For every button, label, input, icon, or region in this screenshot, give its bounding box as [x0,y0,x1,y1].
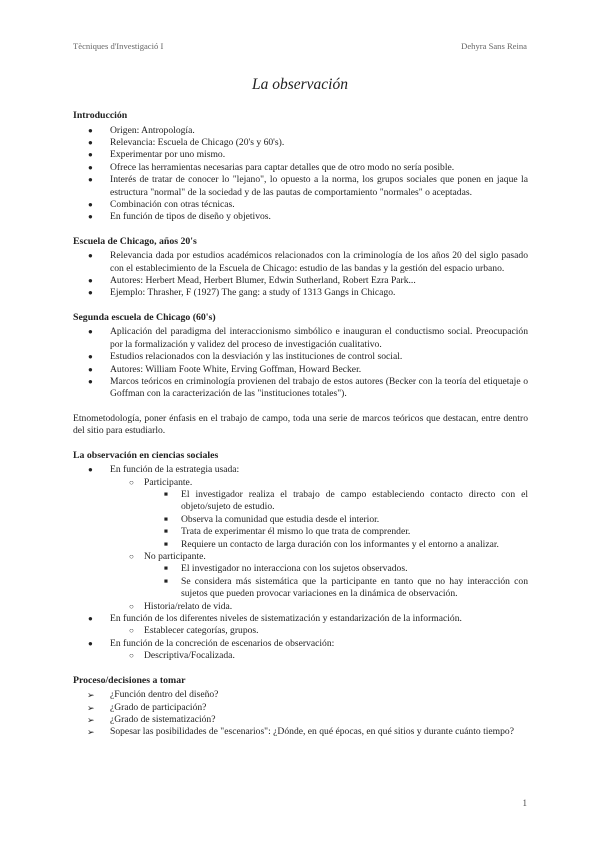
list-item: ● Combinación con otras técnicas. [88,198,235,210]
bullet-list [73,326,528,400]
bullet-icon: ● [88,327,93,337]
bullet-icon: ● [88,465,93,475]
list-item: ■ El investigador no interacciona con los sujetos observados. [164,563,408,575]
list-item: ➢ ¿Función dentro del diseño? [87,689,219,701]
list-item: ● Experimentar por uno mismo. [88,149,226,161]
square-bullet-icon: ■ [164,490,168,498]
list-item: ● En función de tipos de diseño y objetivos. [88,211,271,223]
list-item: ● Ejemplo: Thrasher, F (1927) The gang: a study of 1313 Gangs in Chicago. [88,287,396,299]
page-number: 1 [522,798,527,808]
sub-list [73,625,528,637]
list-item: ○ Historia/relato de vida. [129,600,233,612]
document-body [73,110,528,751]
list-item: ● En función de la estrategia usada: [88,464,240,476]
list-item: ■ Se considera más sistemática que la participante en tanto que no hay interacción con sujetos que pueden provocar variaciones en la dinámica de observación. [164,575,528,600]
section-heading: Escuela de Chicago, años 20's [73,235,197,247]
circle-bullet-icon: ○ [129,626,134,636]
bullet-icon: ● [88,276,93,286]
sub-list [73,650,528,662]
list-item: ● Origen: Antropología. [88,124,195,136]
arrow-list [73,689,528,739]
square-bullet-icon: ■ [164,577,168,585]
list-item: ■ Requiere un contacto de larga duración con los informantes y el entorno a analizar. [164,538,499,550]
list-item: ➢ Sopesar las posibilidades de "escenarios": ¿Dónde, en qué épocas, en qué sitios y durante cuánto tiempo? [87,726,514,738]
section-segunda-escuela [73,312,528,401]
section-heading: La observación en ciencias sociales [73,449,219,461]
list-item: ➢ ¿Grado de participación? [87,701,207,713]
square-bullet-icon: ■ [164,540,168,548]
bullet-list [73,125,528,224]
list-item: ● Marcos teóricos en criminología provienen del trabajo de estos autores (Becker con la teoría del etiquetaje o Goffman con la caracterización de las "instituciones totales"). [88,376,528,400]
bullet-icon: ● [88,288,93,298]
section-heading: Segunda escuela de Chicago (60's) [73,311,216,323]
list-item: ● Autores: William Foote White, Erving Goffman, Howard Becker. [88,363,362,375]
bullet-icon: ● [88,638,93,648]
bullet-list [73,464,528,476]
list-item: ○ Establecer categorías, grupos. [129,625,259,637]
list-item: ■ Observa la comunidad que estudia desde el interior. [164,513,380,525]
sub-list [73,601,528,613]
square-bullet-icon: ■ [164,515,168,523]
list-item: ○ No participante. [129,550,206,562]
section-heading: Proceso/decisiones a tomar [73,674,186,686]
header-left: Tècniques d'Investigació I [73,41,164,51]
etnometodologia-paragraph: Etnometodología, poner énfasis en el trabajo de campo, toda una serie de marcos teóricos que destacan, entre dentro del sitio para estudiarlo. [73,412,528,437]
section-escuela-chicago [73,236,528,300]
square-bullet-icon: ■ [164,565,168,573]
list-item: ○ Participante. [129,476,193,488]
list-item: ● Relevancia: Escuela de Chicago (20's y 60's). [88,136,285,148]
list-item: ■ El investigador realiza el trabajo de campo estableciendo contacto directo con el objeto/sujeto de estudio. [164,488,528,513]
list-item: ● Relevancia dada por estudios académicos relacionados con la criminología de los años 20 del siglo pasado con el establecimiento de la Escuela de Chicago: estudio de las bandas y la gestión del espacio urbano. [88,250,528,274]
list-item: ● Interés de tratar de conocer lo "lejano", lo opuesto a la norma, los grupos sociales que ponen en jaque la estructura "normal" de la sociedad y de las pautas de comportamiento "normales" o aceptadas. [88,174,528,198]
arrow-bullet-icon: ➢ [87,714,95,725]
bullet-icon: ● [88,175,93,185]
bullet-list [73,250,528,300]
list-item: ● Autores: Herbert Mead, Herbert Blumer, Edwin Sutherland, Robert Ezra Park... [88,275,416,287]
section-heading: Introducción [73,110,128,121]
sub-sub-list [73,563,528,600]
bullet-icon: ● [88,377,93,386]
arrow-bullet-icon: ➢ [87,690,95,701]
list-item: ➢ ¿Grado de sistematización? [87,713,216,725]
bullet-icon: ● [88,125,93,135]
sub-sub-list [73,489,528,551]
page-title: La observación [251,76,348,93]
list-item: ● En función de los diferentes niveles de sistematización y estandarización de la información. [88,613,462,624]
bullet-icon: ● [88,137,93,147]
list-item: ● Estudios relacionados con la desviación y las instituciones de control social. [88,351,403,363]
bullet-list [73,638,528,650]
sub-list [73,551,528,563]
arrow-bullet-icon: ➢ [87,702,95,713]
list-item: ■ Trata de experimentar él mismo lo que trata de comprender. [164,526,411,538]
sub-list [73,477,528,489]
list-item: ● En función de la concreción de escenarios de observación: [88,637,335,649]
circle-bullet-icon: ○ [129,551,134,561]
bullet-icon: ● [88,150,93,160]
circle-bullet-icon: ○ [129,477,134,487]
circle-bullet-icon: ○ [129,651,134,661]
arrow-bullet-icon: ➢ [87,727,95,738]
section-introduccion [73,110,528,224]
square-bullet-icon: ■ [164,528,168,536]
list-item: ● Ofrece las herramientas necesarias para captar detalles que de otro modo no sería posible. [88,161,455,173]
bullet-icon: ● [88,199,93,209]
bullet-icon: ● [88,212,93,222]
bullet-list [73,613,528,625]
list-item: ● Aplicación del paradigma del interaccionismo simbólico e inauguran el conductismo social. Preocupación por la formalización y validez del proceso de investigación cualitativo. [88,326,528,350]
list-item: ○ Descriptiva/Focalizada. [129,650,235,662]
header-right: Dehyra Sans Reina [461,41,527,51]
section-proceso [73,675,528,739]
circle-bullet-icon: ○ [129,601,134,611]
bullet-icon: ● [88,614,93,623]
bullet-icon: ● [88,162,93,172]
bullet-icon: ● [88,364,93,374]
bullet-icon: ● [88,251,93,261]
bullet-icon: ● [88,352,93,362]
section-observacion [73,450,528,663]
